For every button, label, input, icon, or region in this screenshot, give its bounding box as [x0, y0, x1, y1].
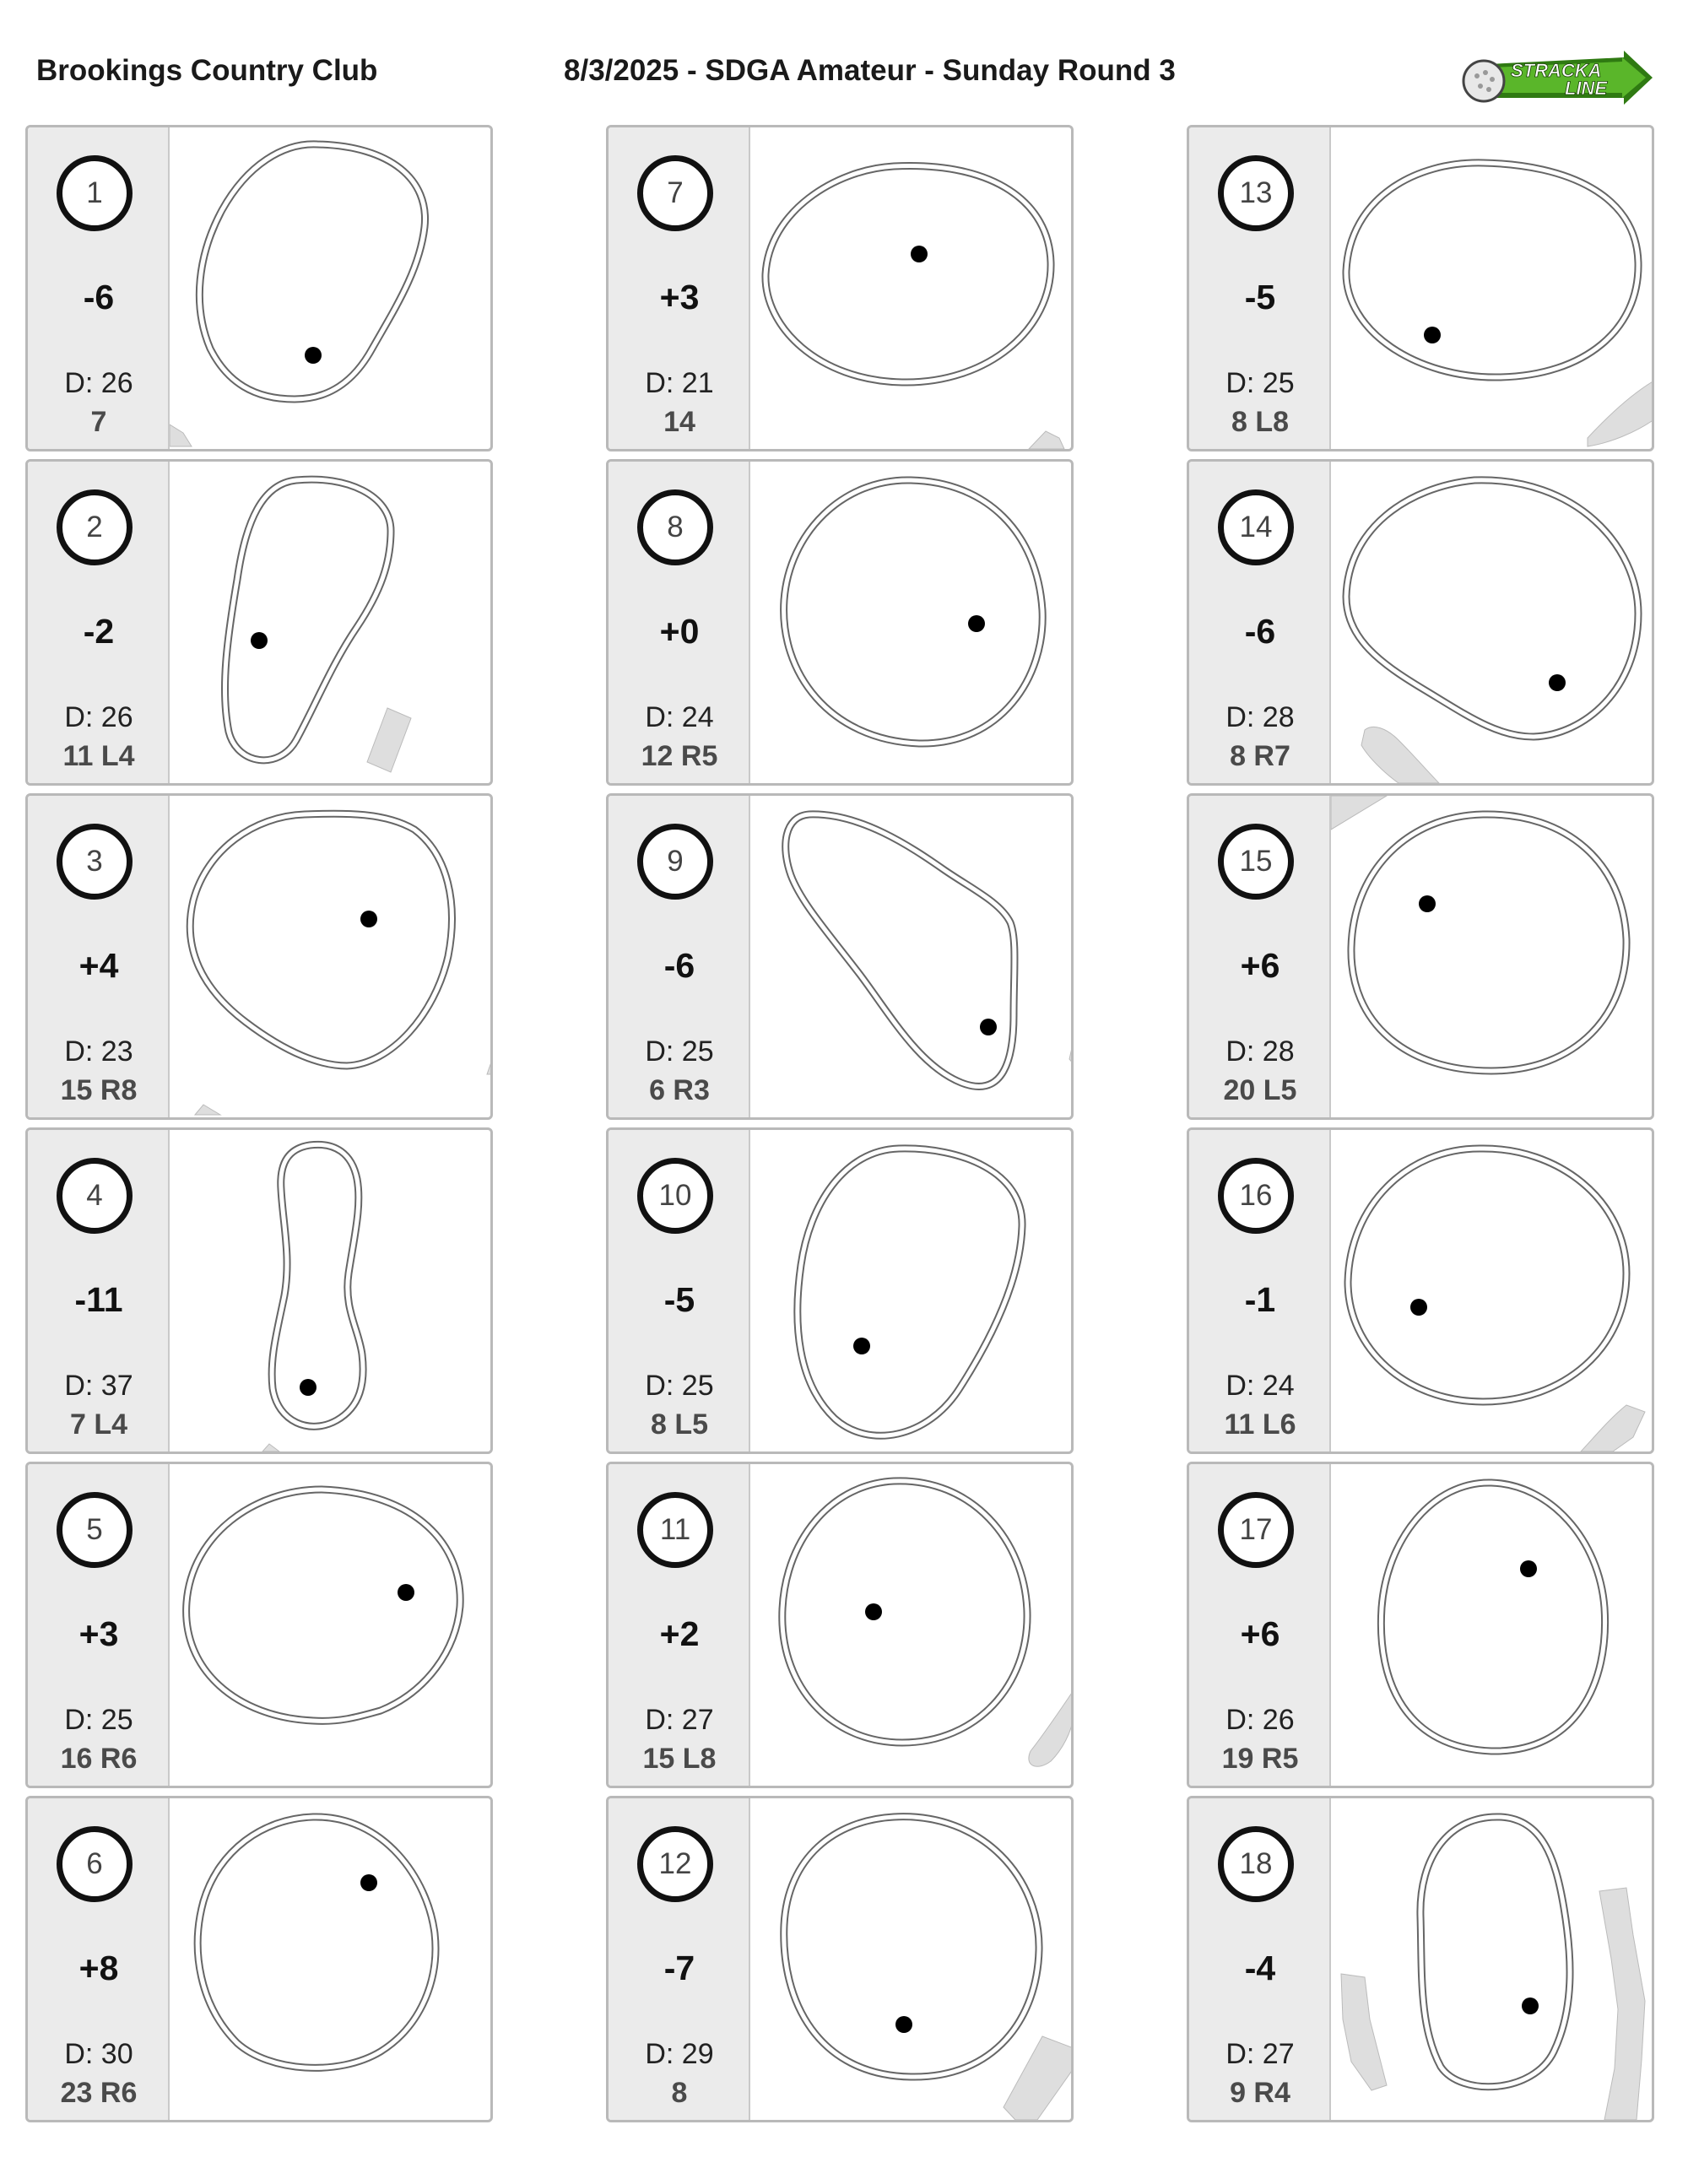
hole-card	[25, 1462, 493, 1788]
hole-score: +4	[78, 946, 119, 985]
pin-location	[251, 632, 268, 649]
hole-info-panel	[1189, 462, 1331, 783]
pin-position: 9 R4	[1230, 2077, 1290, 2109]
pin-location	[911, 246, 928, 262]
hole-number-badge: 9	[637, 824, 713, 900]
hole-score: -6	[1244, 612, 1276, 651]
hole-info-panel	[1189, 1130, 1331, 1451]
pin-position: 7 L4	[69, 1408, 128, 1441]
green-depth: D: 26	[64, 701, 133, 733]
page-header	[0, 0, 1688, 118]
pin-location	[360, 911, 377, 927]
hole-card	[606, 459, 1074, 786]
hole-card	[25, 459, 493, 786]
hole-info-panel	[1189, 127, 1331, 449]
hole-info-panel	[28, 1130, 170, 1451]
hole-card	[606, 793, 1074, 1120]
hole-card	[25, 1796, 493, 2122]
hole-card	[1187, 125, 1654, 451]
green-depth: D: 29	[645, 2038, 714, 2070]
hole-number-badge: 12	[637, 1826, 713, 1902]
pin-position: 8	[671, 2077, 688, 2109]
green-diagram	[750, 127, 1074, 449]
green-depth: D: 21	[645, 367, 714, 399]
pin-position: 23 R6	[60, 2077, 138, 2109]
hole-card	[1187, 1462, 1654, 1788]
green-depth: D: 25	[1225, 367, 1295, 399]
green-depth: D: 26	[1225, 1704, 1295, 1736]
hole-info-panel	[609, 462, 750, 783]
green-diagram	[170, 1130, 493, 1451]
pin-location	[865, 1603, 882, 1620]
pin-location	[360, 1874, 377, 1891]
hole-info-panel	[1189, 1464, 1331, 1786]
hole-number-badge: 18	[1218, 1826, 1294, 1902]
hole-number-badge: 5	[57, 1492, 133, 1568]
pin-position: 6 R3	[649, 1074, 710, 1106]
pin-location	[305, 347, 322, 364]
green-diagram	[1331, 1464, 1654, 1786]
pin-position: 11 L4	[62, 740, 135, 772]
hole-card	[25, 125, 493, 451]
hole-info-panel	[609, 1464, 750, 1786]
pin-location	[895, 2016, 912, 2033]
hole-number-badge: 16	[1218, 1158, 1294, 1234]
pin-position: 7	[90, 406, 107, 438]
hole-info-panel	[609, 1130, 750, 1451]
hole-card	[606, 1462, 1074, 1788]
event-title: 8/3/2025 - SDGA Amateur - Sunday Round 3	[564, 54, 1176, 87]
hole-score: -1	[1244, 1280, 1276, 1319]
hole-score: -5	[1244, 278, 1276, 316]
pin-location	[968, 615, 985, 632]
green-diagram	[750, 462, 1074, 783]
green-depth: D: 30	[64, 2038, 133, 2070]
hole-number-badge: 14	[1218, 489, 1294, 565]
green-depth: D: 27	[1225, 2038, 1295, 2070]
green-diagram	[170, 462, 493, 783]
hole-number-badge: 8	[637, 489, 713, 565]
hole-number-badge: 6	[57, 1826, 133, 1902]
pin-location	[1424, 327, 1441, 343]
green-depth: D: 26	[64, 367, 133, 399]
green-diagram	[170, 796, 493, 1117]
hole-card	[1187, 1127, 1654, 1454]
hole-score: +8	[78, 1949, 119, 1987]
hole-info-panel	[609, 796, 750, 1117]
pin-position: 8 L8	[1231, 406, 1290, 438]
green-diagram	[750, 1130, 1074, 1451]
course-name: Brookings Country Club	[36, 54, 378, 87]
hole-score: +3	[659, 278, 700, 316]
green-depth: D: 28	[1225, 1035, 1295, 1068]
hole-number-badge: 2	[57, 489, 133, 565]
pin-position: 20 L5	[1223, 1074, 1297, 1106]
hole-info-panel	[28, 127, 170, 449]
hole-number-badge: 10	[637, 1158, 713, 1234]
green-depth: D: 24	[1225, 1370, 1295, 1402]
hole-number-badge: 7	[637, 155, 713, 231]
svg-text:LINE: LINE	[1565, 78, 1608, 99]
hole-info-panel	[28, 796, 170, 1117]
green-diagram	[750, 1798, 1074, 2120]
hole-card	[25, 793, 493, 1120]
hole-info-panel	[28, 1798, 170, 2120]
green-depth: D: 27	[645, 1704, 714, 1736]
green-depth: D: 25	[645, 1370, 714, 1402]
hole-score: -6	[83, 278, 115, 316]
green-depth: D: 25	[645, 1035, 714, 1068]
pin-location	[1419, 895, 1436, 912]
hole-number-badge: 17	[1218, 1492, 1294, 1568]
hole-number-badge: 13	[1218, 155, 1294, 231]
pin-location	[980, 1019, 997, 1035]
green-diagram	[170, 127, 493, 449]
hole-score: +3	[78, 1614, 119, 1653]
hole-score: +2	[659, 1614, 700, 1653]
hole-card	[606, 1796, 1074, 2122]
green-diagram	[1331, 127, 1654, 449]
pin-location	[398, 1584, 414, 1601]
hole-info-panel	[609, 127, 750, 449]
hole-score: -11	[74, 1280, 123, 1319]
pin-position: 14	[663, 406, 695, 438]
hole-number-badge: 1	[57, 155, 133, 231]
hole-info-panel	[1189, 796, 1331, 1117]
hole-card	[606, 1127, 1074, 1454]
pin-location	[1520, 1560, 1537, 1577]
pin-position: 12 R5	[641, 740, 718, 772]
hole-score: +0	[659, 612, 700, 651]
pin-position: 11 L6	[1224, 1408, 1296, 1441]
green-diagram	[750, 796, 1074, 1117]
pin-position: 15 R8	[60, 1074, 138, 1106]
hole-score: +6	[1240, 946, 1280, 985]
green-depth: D: 25	[64, 1704, 133, 1736]
green-diagram	[1331, 796, 1654, 1117]
pin-position: 16 R6	[60, 1743, 138, 1775]
green-depth: D: 23	[64, 1035, 133, 1068]
green-diagram	[1331, 462, 1654, 783]
hole-score: -4	[1244, 1949, 1276, 1987]
pin-position: 15 L8	[642, 1743, 717, 1775]
hole-card	[1187, 793, 1654, 1120]
hole-number-badge: 15	[1218, 824, 1294, 900]
pin-position: 8 R7	[1230, 740, 1290, 772]
pin-location	[1410, 1299, 1427, 1316]
pin-location	[1549, 674, 1566, 691]
hole-card	[25, 1127, 493, 1454]
hole-card	[1187, 459, 1654, 786]
hole-info-panel	[28, 462, 170, 783]
green-diagram	[1331, 1130, 1654, 1451]
pin-location	[300, 1379, 316, 1396]
hole-number-badge: 4	[57, 1158, 133, 1234]
hole-score: -5	[663, 1280, 695, 1319]
green-depth: D: 24	[645, 701, 714, 733]
hole-card	[1187, 1796, 1654, 2122]
pin-position: 8 L5	[650, 1408, 709, 1441]
pin-location	[853, 1338, 870, 1354]
green-depth: D: 28	[1225, 701, 1295, 733]
hole-number-badge: 3	[57, 824, 133, 900]
svg-text:STRACKA: STRACKA	[1511, 60, 1602, 81]
hole-info-panel	[609, 1798, 750, 2120]
hole-number-badge: 11	[637, 1492, 713, 1568]
pin-position: 19 R5	[1221, 1743, 1299, 1775]
stracka-line-logo	[1458, 51, 1653, 110]
green-diagram	[170, 1464, 493, 1786]
hole-score: -2	[83, 612, 115, 651]
green-depth: D: 37	[64, 1370, 133, 1402]
pin-location	[1522, 1997, 1539, 2014]
green-diagram	[170, 1798, 493, 2120]
hole-score: +6	[1240, 1614, 1280, 1653]
hole-info-panel	[1189, 1798, 1331, 2120]
hole-score: -6	[663, 946, 695, 985]
green-diagram	[750, 1464, 1074, 1786]
hole-card	[606, 125, 1074, 451]
hole-info-panel	[28, 1464, 170, 1786]
green-diagram	[1331, 1798, 1654, 2120]
hole-score: -7	[663, 1949, 695, 1987]
